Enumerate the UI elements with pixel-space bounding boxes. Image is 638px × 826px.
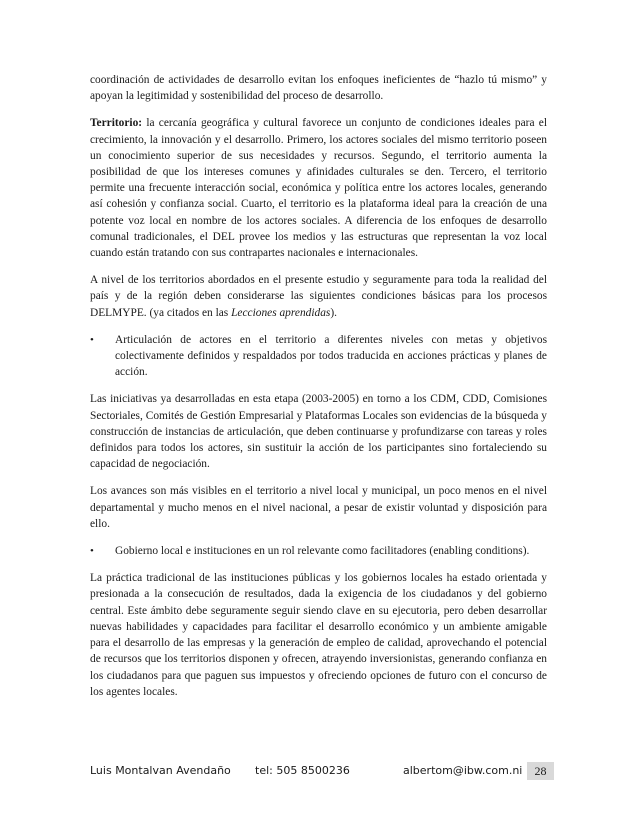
bullet-item-2: [90, 543, 547, 559]
bullet-icon: •: [90, 333, 94, 346]
paragraph-6: La práctica tradicional de las instituciones públicas y los gobiernos locales ha estado orientada y presionada a la consecución de resultados, dada la exigencia de los ciudadanos y del gobierno central. Este ámbito debe seguramente seguir siendo clave en su ejecutoria, pero deben desarrollar nuevas habilidades y capacidades para facilitar el desarrollo económico y un ambiente amigable para el desarrollo de las empresas y la generación de empleo de calidad, aprovechando el potencial de recursos que los territorios disponen y ofrecen, atrayendo inversionistas, generando confianza en los ciudadanos para que paguen sus impuestos y ofreciendo opciones de futuro con el concurso de los agentes locales.: [90, 572, 547, 698]
paragraph-3: [90, 272, 547, 321]
paragraph-3-end: ).: [330, 306, 337, 319]
bullet-text-2: Gobierno local e instituciones en un rol relevante como facilitadores (enabling conditions).: [115, 545, 530, 558]
page-number: 28: [527, 762, 554, 780]
paragraph-1: coordinación de actividades de desarrollo evitan los enfoques ineficientes de “hazlo tú mismo” y apoyan la legitimidad y sostenibilidad del proceso de desarrollo.: [90, 74, 547, 103]
paragraph-3-italic: Lecciones aprendidas: [231, 306, 331, 319]
footer-phone: tel: 505 8500236: [255, 764, 350, 777]
page-body: [90, 72, 547, 711]
page-footer: [90, 762, 560, 780]
paragraph-3-text: A nivel de los territorios abordados en el presente estudio y seguramente para toda la realidad del país y de la región deben considerarse las siguientes condiciones básicas para los procesos DELMYPE. (ya citados en las: [90, 274, 547, 319]
territorio-lead: Territorio:: [90, 117, 143, 130]
territorio-text: la cercanía geográfica y cultural favorece un conjunto de condiciones ideales para el crecimiento, la innovación y el desarrollo. Primero, los actores sociales del mismo territorio poseen un conocimiento superior de sus necesidades y recursos. Segundo, el territorio aumenta la posibilidad de que los intereses comunes y afinidades culturales se den. Tercero, el territorio permite una frecuente interacción social, económica y política entre los actores locales, generando así cohesión y confianza social. Cuarto, el territorio es la plataforma ideal para la creación de una potente voz local en nombre de los actores sociales. A diferencia de los enfoques de desarrollo comunal tradicionales, el DEL provee los medios y las estructuras que representan la voz local cuando están tratando con sus contrapartes nacionales e internacionales.: [90, 117, 547, 260]
paragraph-5: Los avances son más visibles en el territorio a nivel local y municipal, un poco menos en el nivel departamental y mucho menos en el nivel nacional, a pesar de existir voluntad y disposición para ello.: [90, 485, 547, 530]
bullet-item-1: [90, 332, 547, 381]
bullet-icon: •: [90, 545, 94, 558]
paragraph-territorio: [90, 115, 547, 261]
footer-author: Luis Montalvan Avendaño: [90, 764, 231, 777]
paragraph-4: Las iniciativas ya desarrolladas en esta etapa (2003-2005) en torno a los CDM, CDD, Comisiones Sectoriales, Comités de Gestión Empresarial y Plataformas Locales son evidencias de la búsqueda y construcción de instancias de articulación, que deben continuarse y profundizarse con tareas y roles definidos para todos los actores, sin sustituir la acción de los participantes sino fortaleciendo su capacidad de negociación.: [90, 393, 547, 471]
bullet-text-1: Articulación de actores en el territorio a diferentes niveles con metas y objetivos colectivamente definidos y respaldados por todos traducida en acciones prácticas y planes de acción.: [115, 333, 547, 379]
footer-email: albertom@ibw.com.ni: [403, 764, 523, 777]
